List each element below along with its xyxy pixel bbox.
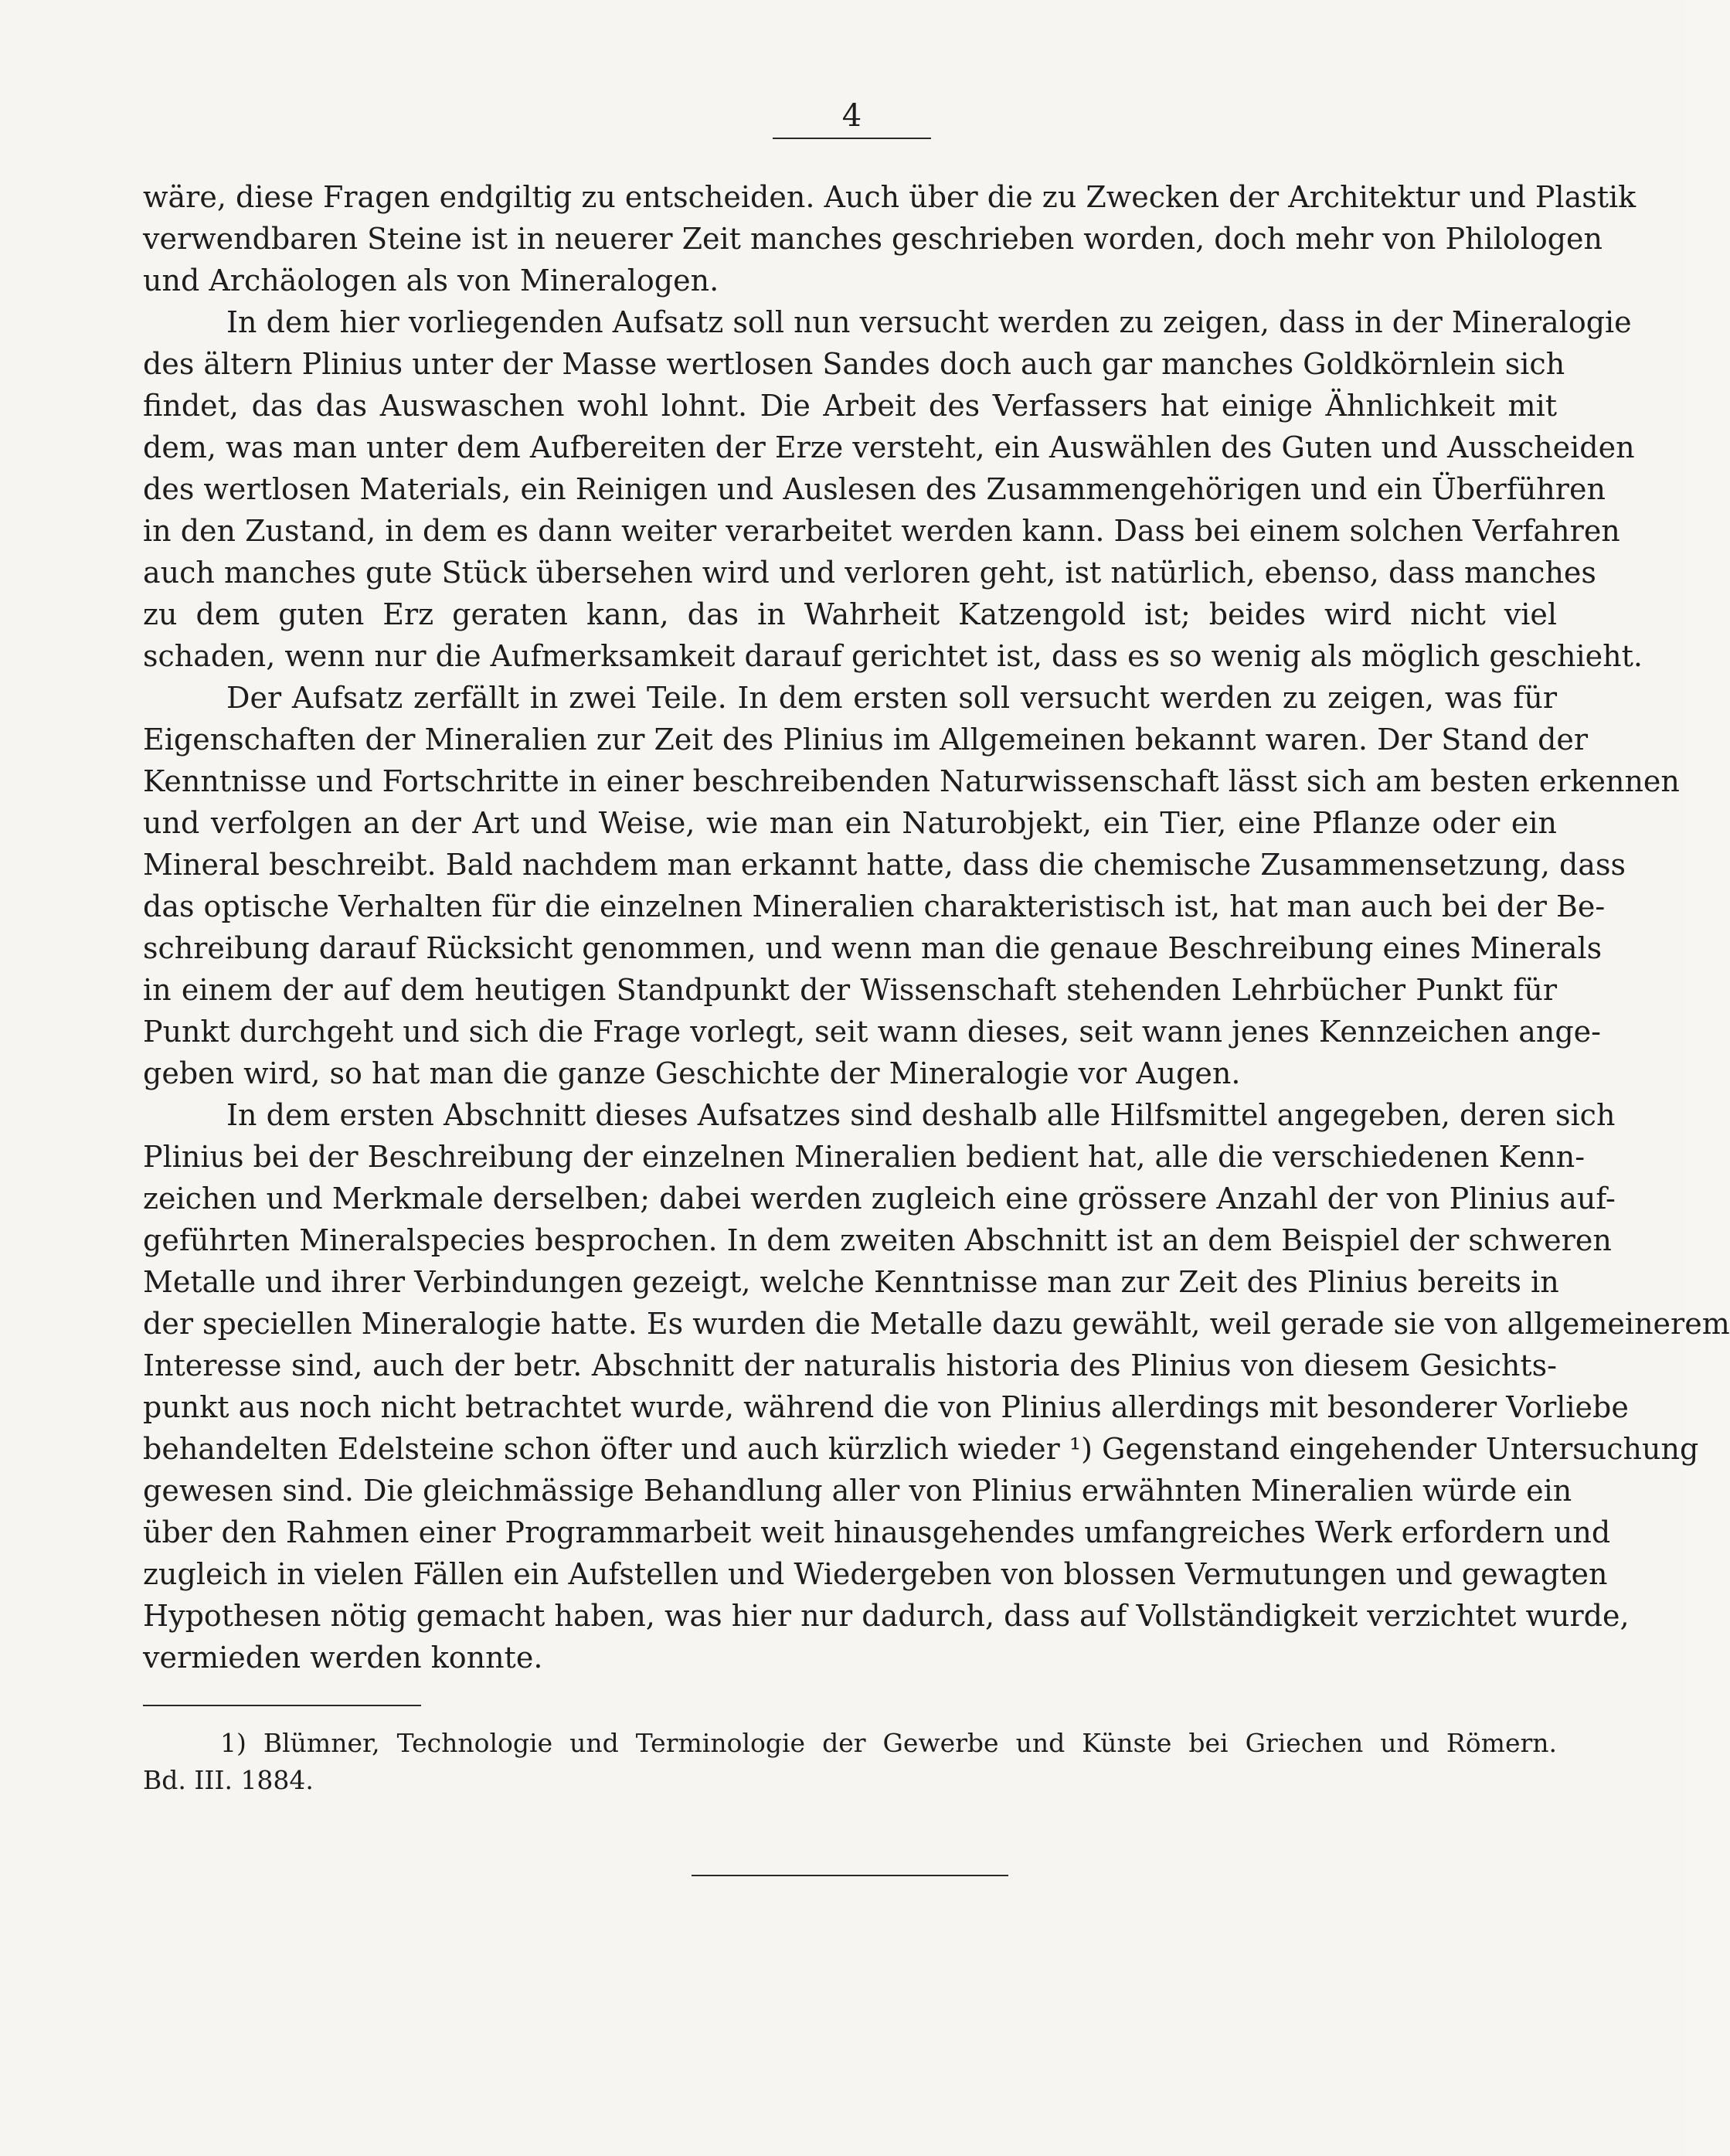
- footnote-line: Bd. III. 1884.: [143, 1765, 314, 1795]
- text-line: das optische Verhalten für die einzelnen Mineralien charakteristisch ist, hat man auch bei der Be-: [143, 889, 1606, 923]
- text-line: und Archäologen als von Mineralogen.: [143, 264, 719, 298]
- body-text: [143, 176, 1730, 1678]
- text-line: Eigenschaften der Mineralien zur Zeit des Plinius im Allgemeinen bekannt waren. Der Stand der: [143, 723, 1589, 757]
- page-number: 4: [841, 98, 862, 134]
- text-line: punkt aus noch nicht betrachtet wurde, während die von Plinius allerdings mit besonderer Vorliebe: [143, 1390, 1629, 1424]
- text-line: in den Zustand, in dem es dann weiter verarbeitet werden kann. Dass bei einem solchen Verfahren: [143, 514, 1620, 548]
- text-line: Der Aufsatz zerfällt in zwei Teile. In dem ersten soll versucht werden zu zeigen, was für: [226, 681, 1557, 715]
- text-line: verwendbaren Steine ist in neuerer Zeit manches geschrieben worden, doch mehr von Philologen: [143, 222, 1603, 256]
- text-line: Kenntnisse und Fortschritte in einer beschreibenden Naturwissenschaft lässt sich am besten erkennen: [143, 764, 1680, 798]
- text-line: In dem ersten Abschnitt dieses Aufsatzes sind deshalb alle Hilfsmittel angegeben, deren sich: [226, 1098, 1616, 1132]
- text-line: Interesse sind, auch der betr. Abschnitt der naturalis historia des Plinius von diesem Gesichts-: [143, 1348, 1557, 1382]
- text-line: Hypothesen nötig gemacht haben, was hier nur dadurch, dass auf Vollständigkeit verzichtet wurde,: [143, 1599, 1630, 1633]
- text-line: Mineral beschreibt. Bald nachdem man erkannt hatte, dass die chemische Zusammensetzung, dass: [143, 848, 1626, 882]
- text-line: zeichen und Merkmale derselben; dabei werden zugleich eine grössere Anzahl der von Plinius auf-: [143, 1182, 1616, 1216]
- text-line: gewesen sind. Die gleichmässige Behandlung aller von Plinius erwähnten Mineralien würde ein: [143, 1474, 1572, 1508]
- text-line: zu dem guten Erz geraten kann, das in Wahrheit Katzengold ist; beides wird nicht viel: [143, 597, 1557, 631]
- text-line: zugleich in vielen Fällen ein Aufstellen und Wiedergeben von blossen Vermutungen und gewagten: [143, 1557, 1608, 1591]
- text-line: in einem der auf dem heutigen Standpunkt der Wissenschaft stehenden Lehrbücher Punkt für: [143, 973, 1557, 1007]
- text-line: der speciellen Mineralogie hatte. Es wurden die Metalle dazu gewählt, weil gerade sie von allgemeinerem: [143, 1307, 1730, 1341]
- text-line: wäre, diese Fragen endgiltig zu entscheiden. Auch über die zu Zwecken der Architektur und Plastik: [143, 180, 1637, 214]
- text-line: behandelten Edelsteine schon öfter und auch kürzlich wieder ¹) Gegenstand eingehender Untersuchung: [143, 1432, 1699, 1466]
- text-line: findet, das das Auswaschen wohl lohnt. Die Arbeit des Verfassers hat einige Ähnlichkeit mit: [143, 389, 1557, 423]
- text-line: vermieden werden konnte.: [143, 1641, 543, 1675]
- text-line: des ältern Plinius unter der Masse wertlosen Sandes doch auch gar manches Goldkörnlein sich: [143, 347, 1565, 381]
- footnotes: [143, 1725, 1557, 1799]
- text-line: Metalle und ihrer Verbindungen gezeigt, welche Kenntnisse man zur Zeit des Plinius bereits in: [143, 1265, 1559, 1299]
- text-line: Punkt durchgeht und sich die Frage vorlegt, seit wann dieses, seit wann jenes Kennzeichen ange-: [143, 1015, 1601, 1049]
- footnote-line: 1) Blümner, Technologie und Terminologie der Gewerbe und Künste bei Griechen und Römern.: [220, 1728, 1557, 1758]
- text-line: In dem hier vorliegenden Aufsatz soll nun versucht werden zu zeigen, dass in der Mineralogie: [226, 305, 1632, 339]
- text-line: geführten Mineralspecies besprochen. In dem zweiten Abschnitt ist an dem Beispiel der schweren: [143, 1223, 1612, 1257]
- page-number-rule: [773, 138, 931, 139]
- text-line: des wertlosen Materials, ein Reinigen und Auslesen des Zusammengehörigen und ein Überführen: [143, 472, 1606, 506]
- end-of-text-rule: [692, 1875, 1008, 1876]
- text-line: über den Rahmen einer Programmarbeit weit hinausgehendes umfangreiches Werk erfordern und: [143, 1515, 1611, 1549]
- text-line: geben wird, so hat man die ganze Geschichte der Mineralogie vor Augen.: [143, 1056, 1241, 1090]
- text-line: und verfolgen an der Art und Weise, wie man ein Naturobjekt, ein Tier, eine Pflanze oder ein: [143, 806, 1557, 840]
- text-line: schreibung darauf Rücksicht genommen, und wenn man die genaue Beschreibung eines Minerals: [143, 931, 1603, 965]
- text-line: dem, was man unter dem Aufbereiten der Erze versteht, ein Auswählen des Guten und Ausscheiden: [143, 430, 1635, 464]
- text-line: Plinius bei der Beschreibung der einzelnen Mineralien bedient hat, alle die verschiedenen Kenn-: [143, 1140, 1586, 1174]
- text-line: auch manches gute Stück übersehen wird und verloren geht, ist natürlich, ebenso, dass manches: [143, 556, 1596, 590]
- text-line: schaden, wenn nur die Aufmerksamkeit darauf gerichtet ist, dass es so wenig als möglich geschieht.: [143, 639, 1643, 673]
- footnote-separator: [143, 1705, 421, 1706]
